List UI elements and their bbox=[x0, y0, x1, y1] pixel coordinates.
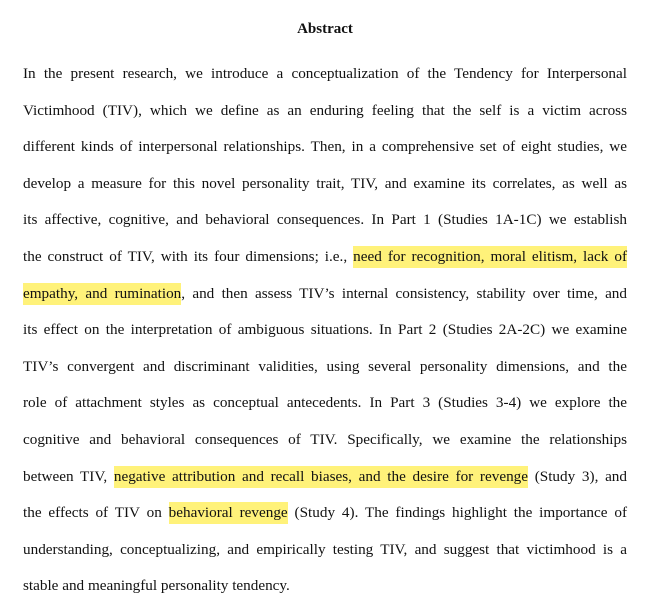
text-run: Victimhood (TIV), which we define as an enduring feeling that the self is a victim across bbox=[23, 101, 627, 119]
paragraph-line bbox=[23, 129, 627, 166]
abstract-heading: Abstract bbox=[297, 21, 353, 37]
text-run: (Study 3), and bbox=[528, 467, 627, 485]
highlighted-text: behavioral revenge bbox=[169, 502, 288, 524]
paragraph-line bbox=[23, 532, 627, 569]
text-run: its affective, cognitive, and behavioral consequences. In Part 1 (Studies 1A-1C) we establish bbox=[23, 211, 627, 229]
paragraph-line bbox=[23, 56, 627, 93]
text-run: between TIV, bbox=[23, 467, 114, 485]
paragraph-line bbox=[23, 349, 627, 386]
paragraph-line bbox=[23, 166, 627, 203]
highlighted-text: need for recognition, moral elitism, lack of bbox=[353, 246, 627, 268]
paragraph-line bbox=[23, 312, 627, 349]
text-run: develop a measure for this novel personality trait, TIV, and examine its correlates, as well as bbox=[23, 174, 627, 192]
text-run: the effects of TIV on bbox=[23, 504, 169, 522]
abstract-paragraph bbox=[23, 56, 627, 605]
paragraph-line bbox=[23, 568, 627, 605]
text-run: different kinds of interpersonal relationships. Then, in a comprehensive set of eight studies, we bbox=[23, 138, 627, 156]
text-run: the construct of TIV, with its four dimensions; i.e., bbox=[23, 247, 354, 265]
paragraph-line bbox=[23, 495, 627, 532]
paragraph-line bbox=[23, 276, 627, 313]
text-run: TIV’s convergent and discriminant validities, using several personality dimensions, and the bbox=[23, 357, 627, 375]
text-run: , and then assess TIV’s internal consistency, stability over time, and bbox=[181, 284, 627, 302]
highlighted-text: empathy, and rumination bbox=[23, 283, 181, 305]
text-run: In the present research, we introduce a conceptualization of the Tendency for Interpersonal bbox=[23, 65, 627, 82]
paragraph-line bbox=[23, 239, 627, 276]
highlighted-text: negative attribution and recall biases, and the desire for revenge bbox=[114, 466, 528, 488]
text-run: role of attachment styles as conceptual antecedents. In Part 3 (Studies 3-4) we explore the bbox=[23, 394, 627, 412]
text-run: (Study 4). The findings highlight the importance of bbox=[287, 504, 628, 522]
text-run: stable and meaningful personality tendency. bbox=[23, 577, 290, 595]
paragraph-line bbox=[23, 202, 627, 239]
paragraph-line bbox=[23, 93, 627, 130]
paragraph-line bbox=[23, 385, 627, 422]
paragraph-line bbox=[23, 422, 627, 459]
text-run: understanding, conceptualizing, and empirically testing TIV, and suggest that victimhood is a bbox=[23, 540, 627, 558]
text-run: cognitive and behavioral consequences of TIV. Specifically, we examine the relationships bbox=[23, 430, 627, 448]
text-run: its effect on the interpretation of ambiguous situations. In Part 2 (Studies 2A-2C) we examine bbox=[23, 321, 627, 339]
paragraph-line bbox=[23, 459, 627, 496]
